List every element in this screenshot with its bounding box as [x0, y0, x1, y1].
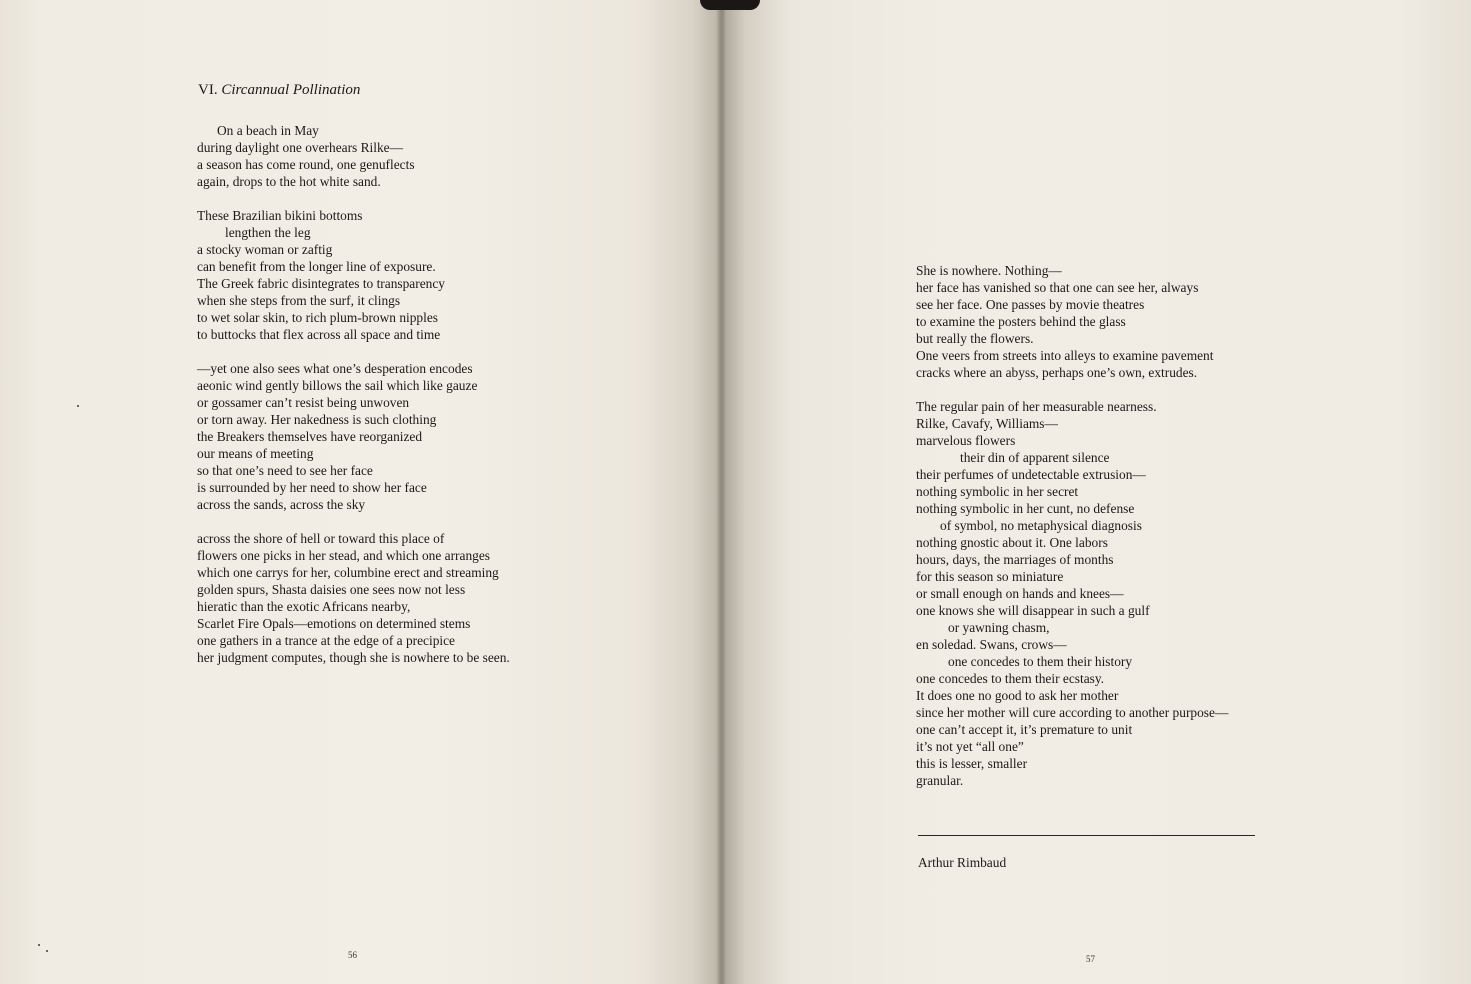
right-poem-body	[916, 262, 1228, 789]
poem-line: or yawning chasm,	[948, 620, 1050, 635]
poem-line: can benefit from the longer line of exposure.	[197, 259, 436, 274]
section-title: Circannual Pollination	[221, 82, 361, 98]
section-numeral: VI.	[198, 82, 218, 98]
poem-line: one gathers in a trance at the edge of a precipice	[197, 633, 456, 648]
right-page	[722, 0, 1471, 984]
poem-line: lengthen the leg	[225, 225, 311, 240]
author-rule	[918, 835, 1255, 836]
paper-speck	[46, 950, 48, 952]
stanza-break	[916, 381, 1228, 398]
book-gutter	[716, 0, 726, 984]
poem-line: or torn away. Her nakedness is such clothing	[197, 412, 437, 427]
poem-line: hours, days, the marriages of months	[916, 552, 1114, 567]
poem-line: to wet solar skin, to rich plum-brown nipples	[197, 310, 438, 325]
paper-speck	[77, 405, 79, 407]
poem-line: during daylight one overhears Rilke—	[197, 140, 404, 155]
poem-line: It does one no good to ask her mother	[916, 688, 1119, 703]
poem-line: when she steps from the surf, it clings	[197, 293, 401, 308]
poem-line: across the sands, across the sky	[197, 497, 366, 512]
book-top-edge	[700, 0, 760, 10]
poem-line: one concedes to them their ecstasy.	[916, 671, 1105, 686]
poem-line: or small enough on hands and knees—	[916, 586, 1124, 601]
poem-line: nothing gnostic about it. One labors	[916, 535, 1108, 550]
poem-line: her judgment computes, though she is nowhere to be seen.	[197, 650, 510, 665]
poem-line: cracks where an abyss, perhaps one’s own, extrudes.	[916, 365, 1198, 380]
left-poem-body	[197, 122, 510, 666]
paper-speck	[38, 944, 40, 946]
poem-line: flowers one picks in her stead, and which one arranges	[197, 548, 491, 563]
poem-line: The Greek fabric disintegrates to transparency	[197, 276, 445, 291]
page-number-left: 56	[348, 950, 357, 960]
stanza-break	[197, 190, 510, 207]
poem-line: is surrounded by her need to show her face	[197, 480, 427, 495]
poem-line: this is lesser, smaller	[916, 756, 1028, 771]
page-number-right: 57	[1086, 954, 1095, 964]
poem-line: On a beach in May	[217, 123, 319, 138]
poem-line: so that one’s need to see her face	[197, 463, 373, 478]
poem-line: a season has come round, one genuflects	[197, 157, 415, 172]
poem-line: hieratic than the exotic Africans nearby,	[197, 599, 411, 614]
poem-line: marvelous flowers	[916, 433, 1016, 448]
poem-line: their din of apparent silence	[960, 450, 1110, 465]
poem-line: Rilke, Cavafy, Williams—	[916, 416, 1058, 431]
poem-line: granular.	[916, 773, 964, 788]
poem-line: nothing symbolic in her cunt, no defense	[916, 501, 1135, 516]
poem-line: for this season so miniature	[916, 569, 1064, 584]
poem-line: of symbol, no metaphysical diagnosis	[940, 518, 1142, 533]
poem-line: aeonic wind gently billows the sail which like gauze	[197, 378, 478, 393]
poem-line: golden spurs, Shasta daisies one sees now not less	[197, 582, 466, 597]
poem-line: their perfumes of undetectable extrusion—	[916, 467, 1146, 482]
poem-line: She is nowhere. Nothing—	[916, 263, 1062, 278]
poem-line: our means of meeting	[197, 446, 314, 461]
poem-line: which one carrys for her, columbine erect and streaming	[197, 565, 499, 580]
poem-line: across the shore of hell or toward this place of	[197, 531, 445, 546]
left-page	[0, 0, 722, 984]
poem-line: see her face. One passes by movie theatres	[916, 297, 1145, 312]
poem-line: en soledad. Swans, crows—	[916, 637, 1067, 652]
poem-line: one concedes to them their history	[948, 654, 1133, 669]
poem-line: The regular pain of her measurable nearness.	[916, 399, 1157, 414]
poem-line: it’s not yet “all one”	[916, 739, 1024, 754]
poem-section-title	[198, 82, 360, 99]
poem-line: —yet one also sees what one’s desperation encodes	[197, 361, 473, 376]
poem-line: one can’t accept it, it’s premature to unit	[916, 722, 1133, 737]
stanza-break	[197, 513, 510, 530]
poem-line: Scarlet Fire Opals—emotions on determined stems	[197, 616, 471, 631]
poem-line: to examine the posters behind the glass	[916, 314, 1126, 329]
poem-line: nothing symbolic in her secret	[916, 484, 1079, 499]
poem-line: These Brazilian bikini bottoms	[197, 208, 363, 223]
poem-line: a stocky woman or zaftig	[197, 242, 333, 257]
poem-line: to buttocks that flex across all space and time	[197, 327, 441, 342]
author-name: Arthur Rimbaud	[918, 855, 1007, 870]
poem-line: or gossamer can’t resist being unwoven	[197, 395, 410, 410]
poem-line: since her mother will cure according to another purpose—	[916, 705, 1229, 720]
stanza-break	[197, 343, 510, 360]
poem-line: One veers from streets into alleys to examine pavement	[916, 348, 1214, 363]
poem-line: the Breakers themselves have reorganized	[197, 429, 423, 444]
poem-line: her face has vanished so that one can see her, always	[916, 280, 1199, 295]
poem-line: again, drops to the hot white sand.	[197, 174, 381, 189]
poem-line: one knows she will disappear in such a gulf	[916, 603, 1150, 618]
poem-line: but really the flowers.	[916, 331, 1034, 346]
